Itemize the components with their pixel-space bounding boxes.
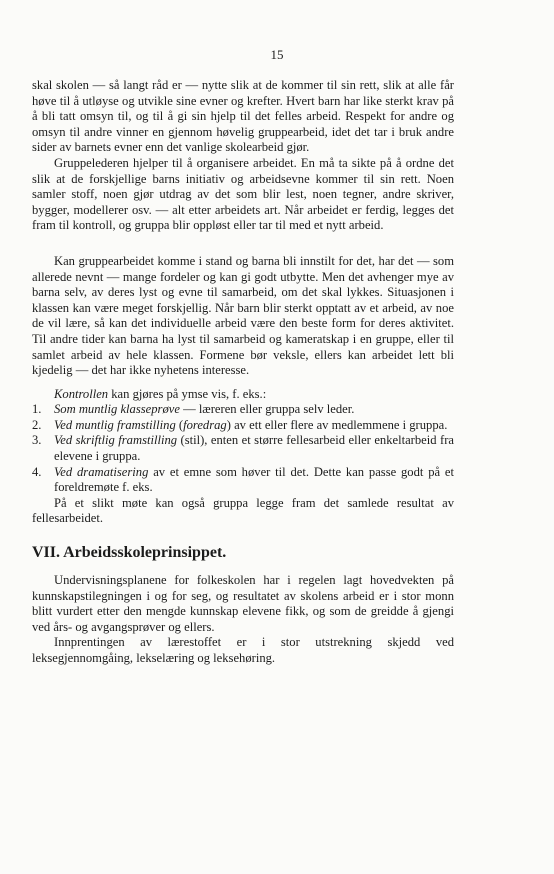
section-heading: VII. Arbeidsskoleprinsippet. bbox=[32, 544, 227, 562]
kontroll-list bbox=[32, 402, 454, 496]
kontroll-intro bbox=[32, 387, 454, 403]
list-post: ) bbox=[226, 417, 231, 432]
list-term-2: foredrag bbox=[183, 417, 227, 432]
paragraph: Kan gruppearbeidet komme i stand og barna bli innstilt for det, har det — som allerede nevnt — mange fordeler og kan gi godt utbytte. Men det avhenger mye av barna selv, av deres lyst og evne til samarbeid, om det skal lykkes. Situasjonen i klassen kan være meget forskjellig. Når barn blir sterkt opptatt av et arbeid, av noe de vil lære, så kan det individuelle arbeid være den beste form for deres aktivitet. Til andre tider kan barna ha lyst til samarbeid og kameratskap i en gruppe, eller til samlet arbeid av hele klassen. Formene bør veksle, ellers kan arbeidet lett bli kjedelig — det har ikke nyhetens interesse. bbox=[32, 253, 454, 378]
list-text: (stil), enten et større fellesarbeid eller enkeltarbeid fra elevene i gruppa. bbox=[54, 433, 454, 464]
list-number: 1. bbox=[32, 402, 42, 417]
list-term: Ved dramatisering bbox=[54, 464, 149, 479]
paragraph: På et slikt møte kan også gruppa legge fram det samlede resultat av fellesarbeidet. bbox=[32, 495, 454, 526]
paragraph: Gruppelederen hjelper til å organisere arbeidet. En må ta sikte på å ordne det slik at de forskjellige barns initiativ og arbeidsevne kommer til sin rett. Noen samler stoff, noen gjør utdrag av det som blir lest, noen tegner, andre skriver, bygger, modellerer osv. — alt etter arbeidets art. Når arbeidet er ferdig, legges det fram til kontroll, og gruppa blir oppløst eller tar til med et nytt arbeid. bbox=[32, 155, 454, 233]
list-term: Ved muntlig framstilling bbox=[54, 417, 176, 432]
list-text: av et emne som høver til det. Dette kan passe godt på et foreldremøte f. eks. bbox=[54, 464, 454, 495]
list-item bbox=[32, 433, 454, 464]
page-number: 15 bbox=[270, 47, 284, 62]
list-pre: ( bbox=[175, 417, 184, 432]
list-number: 2. bbox=[32, 417, 42, 432]
list-item bbox=[32, 402, 454, 418]
list-term: Ved skriftlig framstilling bbox=[54, 433, 178, 448]
list-item bbox=[32, 465, 454, 496]
kontroll-text: kan gjøres på ymse vis, f. eks.: bbox=[108, 386, 267, 401]
kontroll-term: Kontrollen bbox=[54, 386, 109, 401]
list-item bbox=[32, 418, 454, 434]
list-number: 3. bbox=[32, 433, 42, 448]
list-term: Som muntlig klasseprøve bbox=[54, 402, 180, 417]
paragraph: Innprentingen av lærestoffet er i stor utstrekning skjedd ved leksegjennomgåing, lekselæring og leksehøring. bbox=[32, 635, 454, 665]
list-text: — læreren eller gruppa selv leder. bbox=[179, 402, 355, 417]
paragraph: skal skolen — så langt råd er — nytte slik at de kommer til sin rett, slik at alle får høve til å utløyse og utvikle sine evner og krefter. Hvert barn har like sterkt krav på å bli tatt omsyn til, og til å gi sin hjelp til det felles arbeid. Respekt for andre og omsyn til andre vinner en gjennom høvelig gruppearbeid, idet det tar i bruk andre sider av barnets evner enn det vanlige skolearbeid gjør. bbox=[32, 78, 454, 155]
paragraph: Undervisningsplanene for folkeskolen har i regelen lagt hovedvekten på kunnskapstilegningen i og for seg, og resultatet av skolens arbeid er i stor monn blitt vurdert etter den mengde kunnskap elevene fikk, og som de greidde å gjengi ved års- og avgangsprøver og ellers. bbox=[32, 573, 454, 634]
list-number: 4. bbox=[32, 464, 42, 479]
list-text: av ett eller flere av medlemmene i gruppa. bbox=[230, 417, 448, 432]
page-content bbox=[32, 78, 454, 667]
